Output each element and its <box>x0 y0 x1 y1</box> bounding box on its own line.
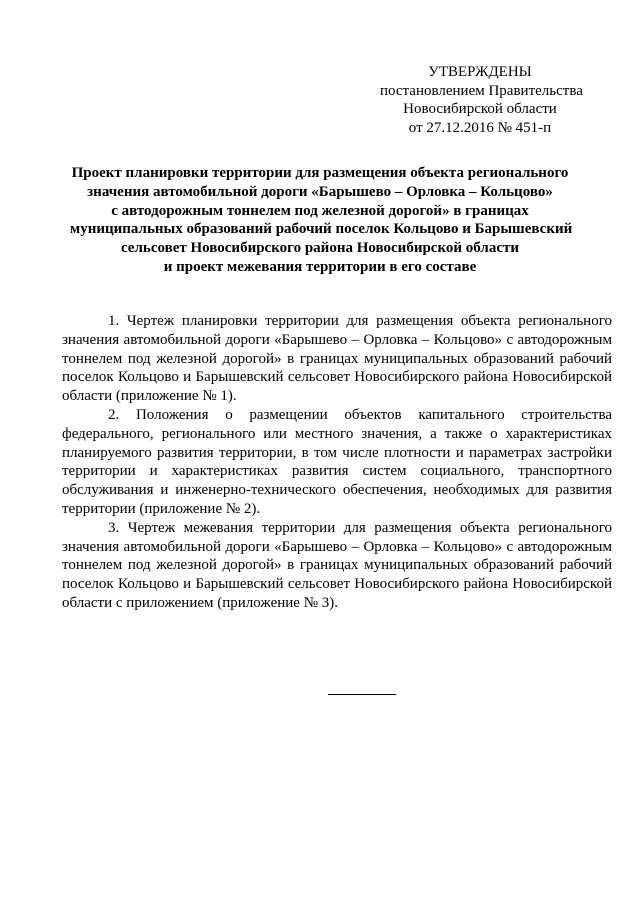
document-title <box>70 164 573 277</box>
end-separator-line <box>328 694 396 695</box>
approval-stamp <box>380 63 583 137</box>
list-item: 3. Чертеж межевания территории для размещения объекта регионального значения автомобильной дороги «Барышево – Орловка – Кольцово» с автодорожным тоннелем под железной дорогой» в границах муниципальных образований рабочий поселок Кольцово и Барышевский сельсовет Новосибирского района Новосибирской области с приложением (приложение № 3). <box>62 519 612 611</box>
approval-date-number: от 27.12.2016 № 451-п <box>408 119 552 136</box>
approval-issuer: постановлением Правительства <box>380 82 583 99</box>
title-line: значения автомобильной дороги «Барышево – Орловка – Кольцово» <box>87 183 553 200</box>
document-body <box>62 312 612 613</box>
title-line: сельсовет Новосибирского района Новосибирской области <box>120 240 520 257</box>
title-line: Проект планировки территории для размещения объекта регионального <box>71 165 569 181</box>
title-line: муниципальных образований рабочий поселок Кольцово и Барышевский <box>70 221 573 238</box>
title-line: с автодорожным тоннелем под железной дорогой» в границах <box>111 202 529 219</box>
approval-heading: УТВЕРЖДЕНЫ <box>428 64 532 80</box>
title-line: и проект межевания территории в его составе <box>163 258 477 275</box>
approval-region: Новосибирской области <box>403 101 557 118</box>
list-item: 1. Чертеж планировки территории для размещения объекта регионального значения автомобильной дороги «Барышево – Орловка – Кольцово» с автодорожным тоннелем под железной дорогой» в границах муниципальных образований рабочий поселок Кольцово и Барышевский сельсовет Новосибирского района Новосибирской области (приложение № 1). <box>62 313 612 405</box>
list-item: 2. Положения о размещении объектов капитального строительства федерального, регионального или местного значения, а также о характеристиках планируемого развития территории, в том числе плотности и параметрах застройки территории и характеристиках развития систем социального, транспортного обслуживания и инженерно-технического обеспечения, необходимых для развития территории (приложение № 2). <box>62 406 612 517</box>
